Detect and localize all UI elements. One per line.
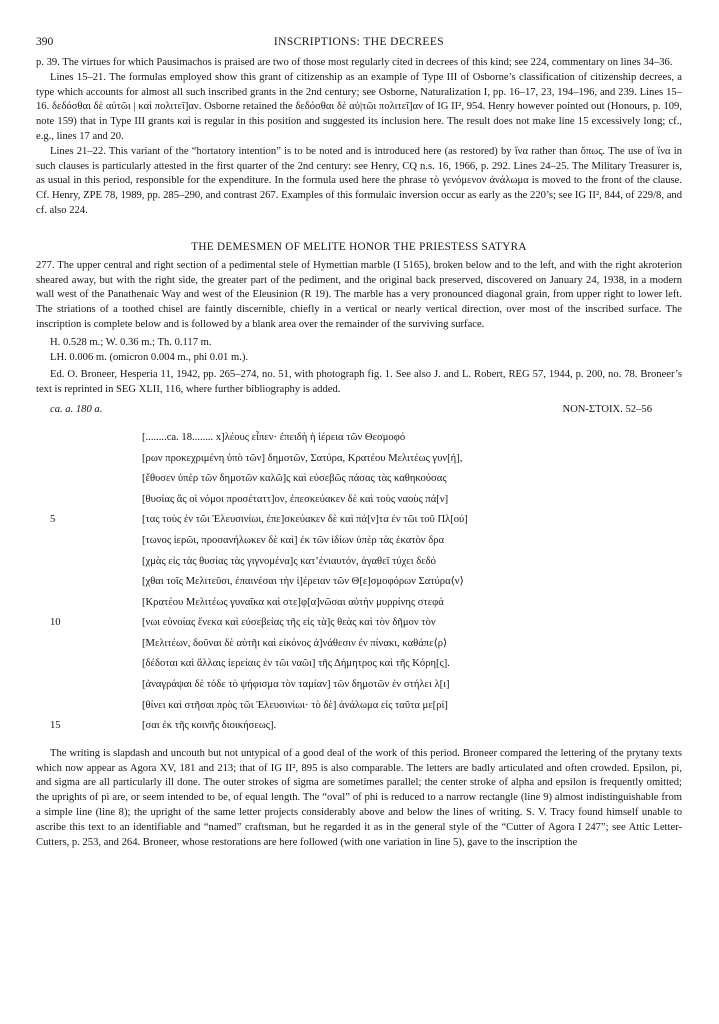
line-text: [ρων προκεχριμένη ὑπὸ τῶν] δημοτῶν, Σατύρα, Κρατέου Μελιτέως γυν[ή], <box>142 452 463 464</box>
line-text: [τωνος ἱερῶι, προσανήλωκεν δὲ καὶ] ἐκ τῶν ἰδίων ὑπὲρ τὰς ἑκατὸν δρα <box>142 534 445 546</box>
inscription-line <box>36 675 682 696</box>
inscription-text <box>36 428 682 737</box>
commentary-paragraph-1: p. 39. The virtues for which Pausimachos is praised are two of those most regularly cited in decrees of this kind; see 224, commentary on lines 34–36. <box>36 57 673 68</box>
inscription-line <box>36 654 682 675</box>
inscription-line <box>36 696 682 717</box>
document-page <box>36 36 682 850</box>
date-row <box>36 404 682 420</box>
commentary-paragraph-2: Lines 15–21. The formulas employed show this grant of citizenship as an example of Type III of Osborne’s classification of citizenship decrees, a type which accounts for almost all such inscribed grants in the 2nd century; see Osborne, Naturalization I, pp. 16–17, 23, 194–196, and 239. Lines 15–16. δεδόσθαι δὲ αὐτῶι | καὶ πολιτεῖ]αν. Osborne retained the δεδόσθαι δὲ αὐ|τῶι πολιτεῖ]αν of IG II², 954. Henry however pointed out (Honours, p. 109, note 159) that in Type III grants καὶ is regular in this position and suggested its inclusion here. The result does not make line 15 excessively long; cf., e.g., lines 17 and 20. <box>36 71 682 142</box>
line-text: [χμὰς εἰς τὰς θυσίας τὰς γιγνομένα]ς κατ’ἐνιαυτόν, ἀγαθεῖ τύχει δεδό <box>142 555 436 567</box>
line-number: 5 <box>50 514 56 526</box>
entry-description: 277. The upper central and right section of a pedimental stele of Hymettian marble (I 5165), broken below and to the left, and with the right akroterion sheared away, but with the right side, the greater part of the pediment, and the original back preserved, discovered on January 24, 1938, in a modern wall west of the Panathenaic Way and west of the Eleusinion (R 19). The marble has a very pronounced diagonal grain, from upper right to lower left. The striations of a toothed chisel are faintly discernible, chiefly in a vertical or nearly vertical direction, over most of the inscribed surface. The inscription is complete below and is followed by a blank area over the remainder of the surviving surface. <box>36 259 682 330</box>
line-text: [τας τοὺς ἐν τῶι Ἐλευσινίωι, ἐπε]σκεύακεν δὲ καὶ πά[ν]τα ἐν τῶι τοῦ Πλ[ού] <box>142 514 468 526</box>
edition-note: Ed. O. Broneer, Hesperia 11, 1942, pp. 265–274, no. 51, with photograph fig. 1. See also J. and L. Robert, REG 57, 1944, p. 200, no. 78. Broneer’s text is reprinted in SEG XLII, 116, where further bibliography is added. <box>36 369 682 396</box>
line-text: [ἔθυσεν ὑπὲρ τῶν δημοτῶν καλῶ]ς καὶ εὐσεβῶς πάσας τὰς καθηκούσας <box>142 473 447 485</box>
inscription-line <box>36 469 682 490</box>
inscription-line <box>36 634 682 655</box>
line-text: [Κρατέου Μελιτέως γυναῖκα καὶ στε]φ[α]νῶσαι αὐτὴν μυρρίνης στεφά <box>142 596 444 608</box>
line-text: [Μελιτέων, δοῦναι δὲ αὐτῆι καὶ εἰκόνος ἀ]νάθεσιν ἐν πίνακι, καθάπε⟨ρ⟩ <box>142 637 448 649</box>
line-text: [χθαι τοῖς Μελιτεῦσι, ἐπαινέσαι τὴν ἱ]έρειαν τῶν Θ[ε]σμοφόρων Σατύρα⟨ν⟩ <box>142 576 464 588</box>
line-number: 10 <box>50 617 61 629</box>
inscription-line <box>36 510 682 531</box>
inscription-line <box>36 613 682 634</box>
section-title: THE DEMESMEN OF MELITE HONOR THE PRIESTESS SATYRA <box>191 240 527 253</box>
inscription-line <box>36 572 682 593</box>
running-title: INSCRIPTIONS: THE DECREES <box>273 36 445 48</box>
line-text: [ἀναγράψαι δὲ τόδε τὸ ψήφισμα τὸν ταμίαν] τῶν δημοτῶν ἐν στήλει λ[ι] <box>142 679 450 691</box>
line-text: [........ca. 18........ x]λέους εἶπεν· ἐπειδὴ ἡ ἱέρεια τῶν Θεσμοφό <box>142 431 406 443</box>
line-text: [νωι εὐνοίας ἕνεκα καὶ εὐσεβείας τῆς εἰς τὰ]ς θεὰς καὶ τὸν δῆμον τὸν <box>142 617 436 629</box>
inscription-line <box>36 428 682 449</box>
discussion-paragraph: The writing is slapdash and uncouth but not untypical of a good deal of the work of this period. Broneer compared the lettering of the prytany texts which now appear as Agora XV, 181 and 213; that of IG II², 895 is also comparable. The letters are badly articulated and often crowded. Epsilon, pi, and sigma are all particularly ill done. The outer strokes of sigma are sometimes parallel; the center stroke of alpha and epsilon is frequently omitted; the uprights of pi are, or seem intended to be, of equal length. The “oval” of phi is reduced to a narrow rectangle (line 9) almost indistinguishable from a simple line (line 8); the upright of the same letter projects considerably above and below the lines of writing. S. V. Tracy found himself unable to ascribe this text to an identifiable and “named” craftsman, but he regarded it as in the general style of the “Cutter of Agora I 247”; see Attic Letter-Cutters, p. 253, and 264. Broneer, whose restorations are here followed (with one variation in line 5), gave to the inscription the <box>36 747 682 848</box>
stoichedon-label: NON-ΣΤΟΙΧ. 52–56 <box>562 403 652 415</box>
line-number: 15 <box>50 720 61 732</box>
inscription-line <box>36 490 682 511</box>
inscription-line <box>36 531 682 552</box>
commentary-paragraph-3: Lines 21–22. This variant of the “hortatory intention” is to be noted and is introduced here (as restored) by ἵνα rather than ὅπως. The use of ἵνα in such clauses is particularly attested in the first quarter of the 2nd century: see Henry, CQ n.s. 16, 1966, p. 292. Lines 24–25. The Military Treasurer is, as usual in this period, responsible for the expenditure. In the formula used here the phrase τὸ γενόμενον ἀνάλωμα is moved to the front of the clause. Cf. Henry, ZPE 78, 1989, pp. 285–290, and contrast 267. Examples of this formulaic inversion occur as early as the 220’s; see IG II², 844, of 229/8, and cf. also 224. <box>36 145 682 216</box>
inscription-line <box>36 449 682 470</box>
running-header <box>36 36 682 56</box>
dimensions: H. 0.528 m.; W. 0.36 m.; Th. 0.117 m. <box>50 336 212 348</box>
date-label: ca. a. 180 a. <box>50 403 103 415</box>
page-number: 390 <box>36 36 54 48</box>
line-text: [σαι ἐκ τῆς κοινῆς διοικήσεως]. <box>142 720 277 732</box>
line-text: [θυσίας ἃς οἱ νόμοι προσέταττ]ον, ἐπεσκεύακεν δὲ καὶ τοὺς ναοὺς πά[ν] <box>142 493 449 505</box>
inscription-line <box>36 552 682 573</box>
inscription-line <box>36 593 682 614</box>
line-text: [δέδοται καὶ ἄλλαις ἱερείαις ἐν τῶι ναῶι] τῆς Δήμητρος καὶ τῆς Κόρη[ς]. <box>142 658 450 670</box>
inscription-line <box>36 716 682 737</box>
line-text: [θίνει καὶ στῆσαι πρὸς τῶι Ἐλευσινίωι· τὸ δὲ] ἀνάλωμα εἰς ταῦτα με[ρί] <box>142 699 448 711</box>
letter-height: LH. 0.006 m. (omicron 0.004 m., phi 0.01 m.). <box>50 351 249 363</box>
